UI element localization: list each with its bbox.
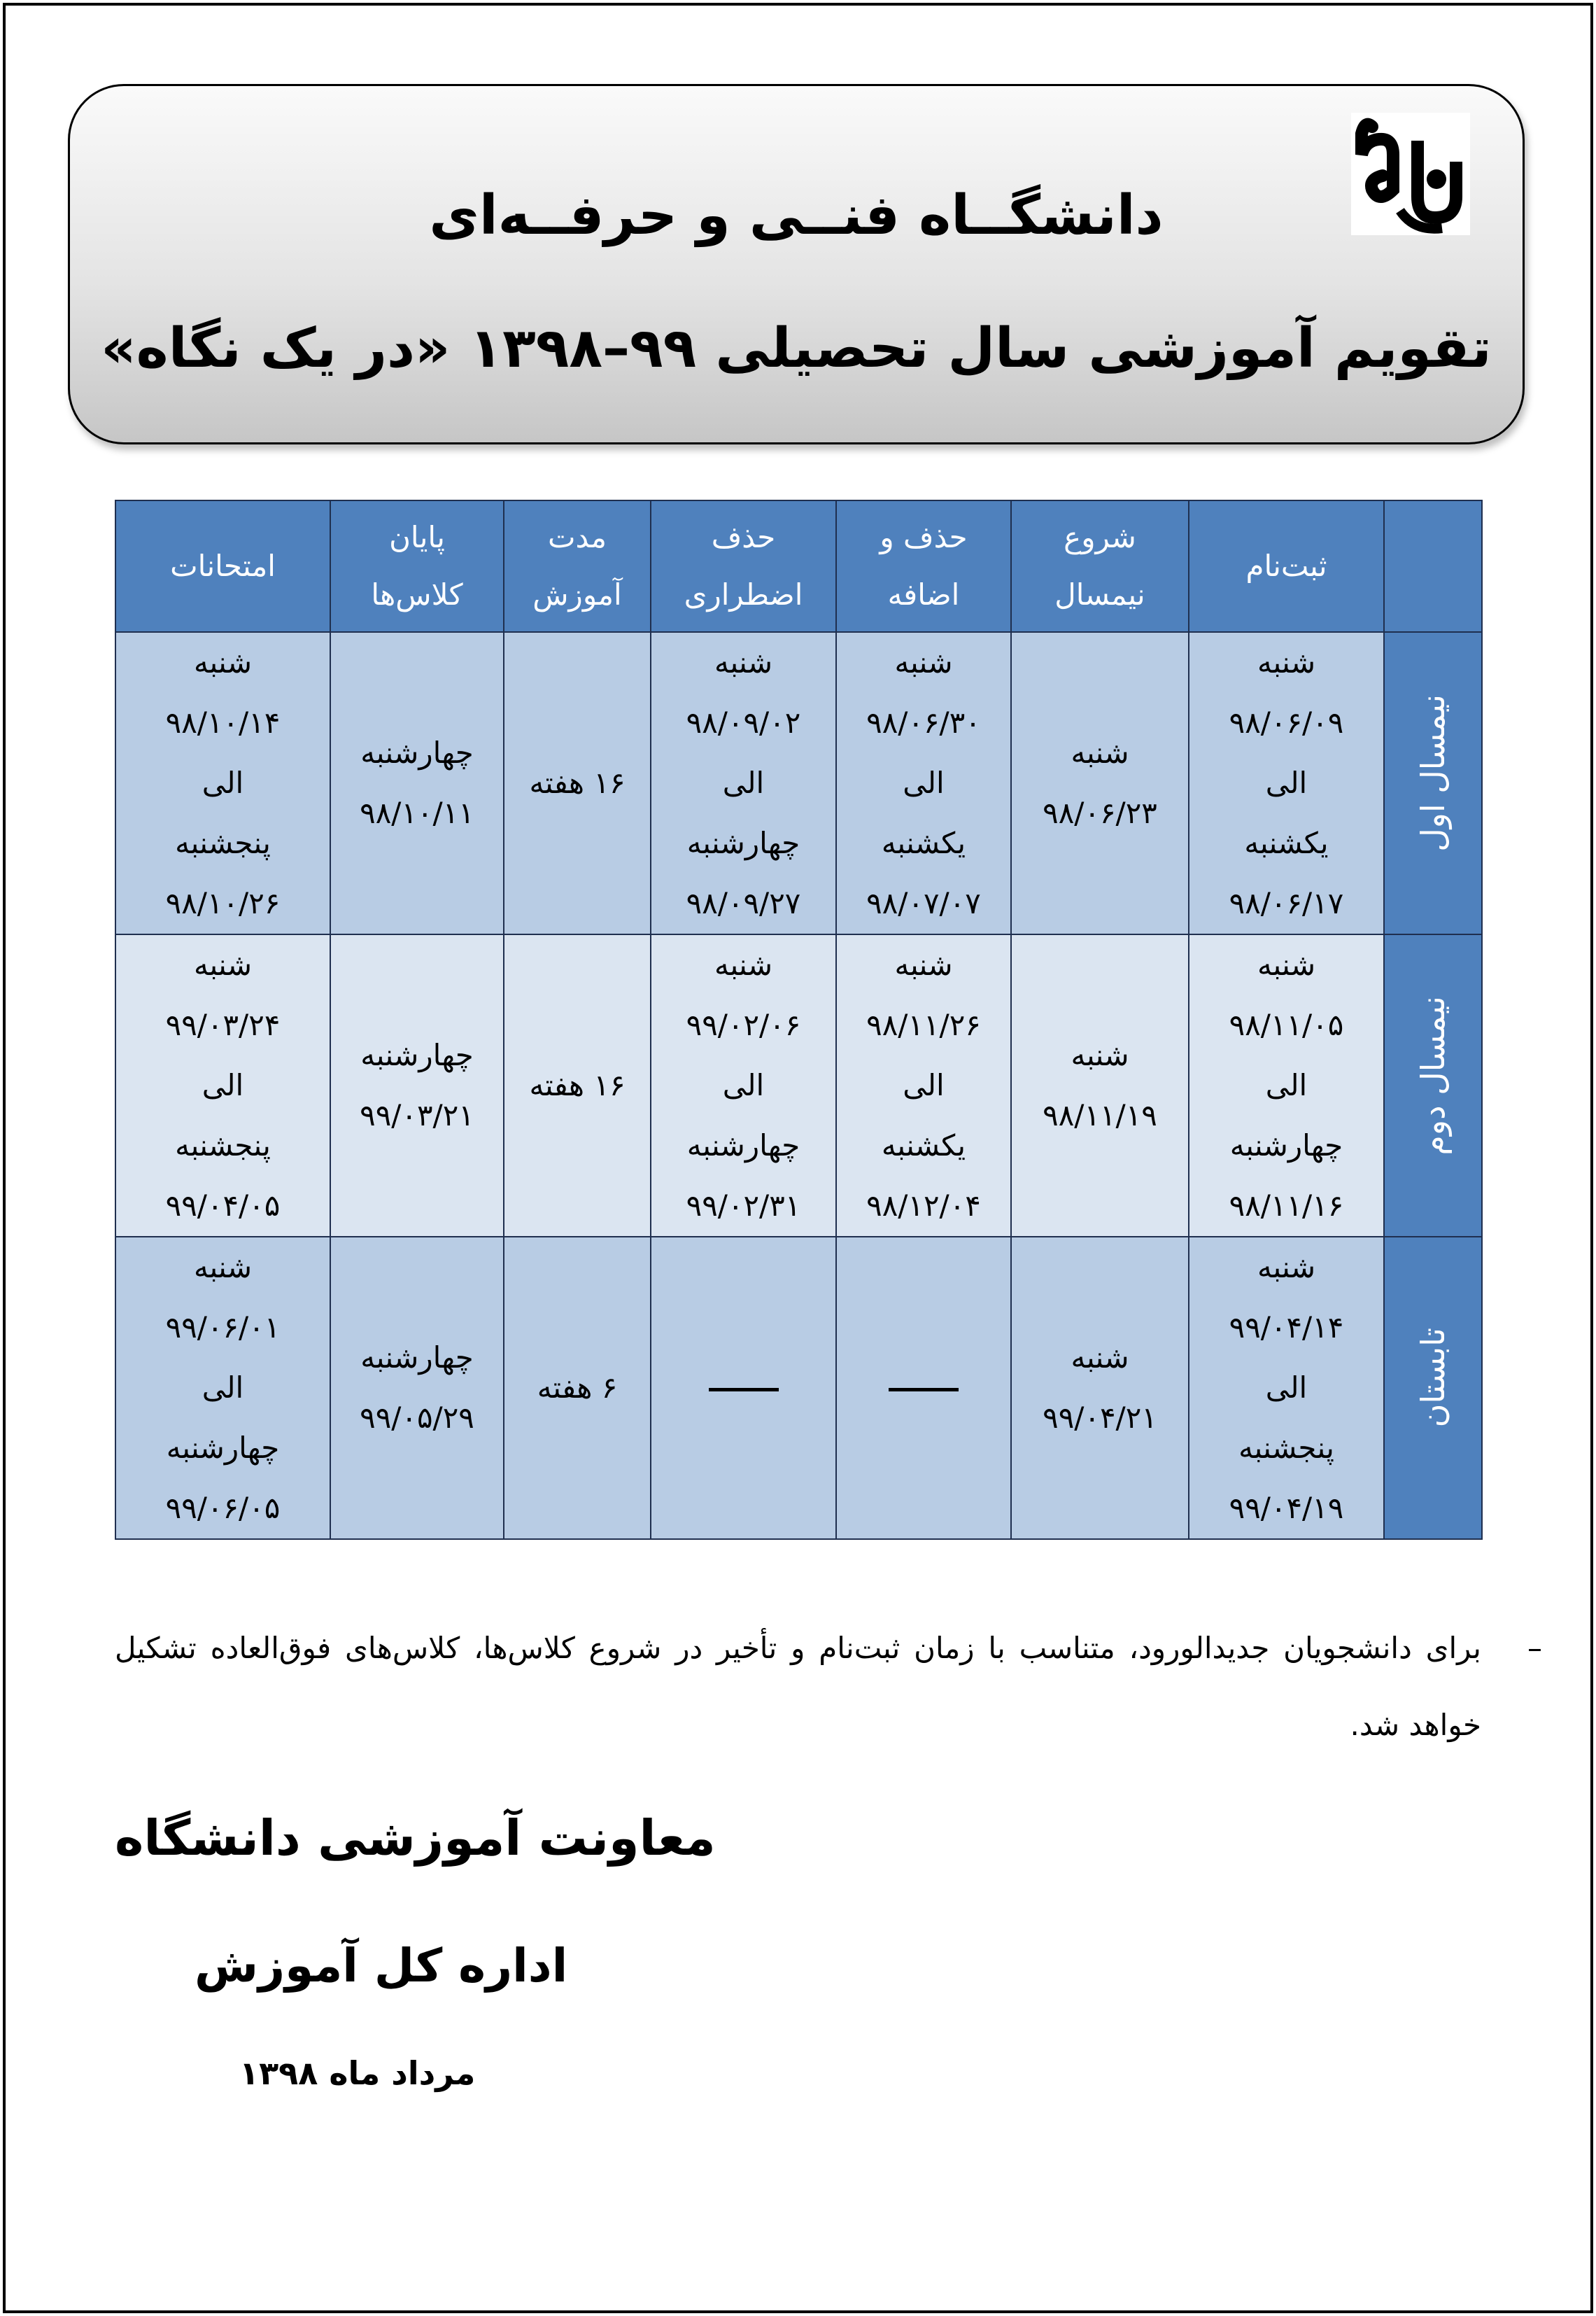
cell-line: چهارشنبه: [360, 1340, 474, 1375]
cell-line: ۶ هفته: [537, 1370, 618, 1405]
cell-line: ۹۹/۰۳/۲۴: [165, 1008, 281, 1042]
column-header-line: حذف: [711, 520, 776, 554]
cell-line: الی: [722, 1068, 765, 1102]
cell-line: ۹۹/۰۴/۰۵: [165, 1188, 281, 1223]
column-header: [1011, 500, 1189, 632]
table-cell: [1189, 1237, 1384, 1539]
note-bullet: –: [1527, 1631, 1542, 1665]
cell-content: [651, 935, 835, 1236]
cell-content: [504, 1055, 650, 1116]
cell-line: ۹۹/۰۴/۱۹: [1229, 1491, 1344, 1525]
cell-line: یکشنبه: [881, 826, 966, 860]
empty-dash: [837, 1358, 1010, 1418]
cell-line: الی: [1265, 1370, 1308, 1405]
cell-line: ۹۸/۰۶/۲۳: [1043, 796, 1157, 830]
table-row: [115, 1237, 1482, 1539]
cell-line: ۹۸/۱۱/۰۵: [1229, 1008, 1344, 1042]
cell-line: چهارشنبه: [686, 1128, 800, 1163]
cell-line: ۹۸/۱۱/۲۶: [866, 1008, 981, 1042]
cell-line: شنبه: [1257, 1250, 1316, 1284]
cell-line: ۹۸/۱۱/۱۹: [1043, 1098, 1157, 1132]
cell-line: ۹۹/۰۶/۰۵: [165, 1491, 281, 1525]
cell-line: شنبه: [1071, 736, 1129, 770]
table-cell: [504, 1237, 651, 1539]
column-header-line: نیمسال: [1054, 577, 1145, 612]
cell-line: شنبه: [1257, 645, 1316, 680]
cell-line: شنبه: [894, 645, 953, 680]
cell-line: ۹۸/۱۰/۲۶: [165, 886, 281, 920]
table-cell: [651, 632, 836, 934]
cell-content: [1189, 633, 1383, 934]
row-label: نیمسال دوم: [1414, 995, 1452, 1156]
table-cell: [836, 1237, 1011, 1539]
cell-content: [116, 1237, 330, 1538]
column-header: [330, 500, 504, 632]
cell-line: ۹۸/۱۱/۱۶: [1229, 1188, 1344, 1223]
dash-mark: [889, 1388, 959, 1391]
column-header-line: اضافه: [887, 577, 960, 612]
table-cell: [504, 934, 651, 1237]
row-label: نیمسال اول: [1414, 694, 1452, 852]
cell-line: یکشنبه: [1244, 826, 1329, 860]
signature-department: اداره کل آموزش: [195, 1939, 568, 1993]
cell-content: [837, 935, 1010, 1236]
table-cell: [330, 934, 504, 1237]
academic-calendar-table: [115, 500, 1483, 1540]
cell-line: چهارشنبه: [360, 736, 474, 770]
cell-content: [1012, 1328, 1188, 1448]
cell-line: شنبه: [193, 645, 253, 680]
table-cell: [1011, 632, 1189, 934]
cell-line: الی: [903, 766, 945, 800]
cell-line: ۹۸/۰۶/۳۰: [866, 706, 981, 740]
cell-line: چهارشنبه: [1229, 1128, 1343, 1163]
cell-line: ۹۸/۱۲/۰۴: [866, 1188, 981, 1223]
table-cell: [1011, 934, 1189, 1237]
cell-line: شنبه: [1071, 1340, 1129, 1375]
cell-content: [1189, 1237, 1383, 1538]
cell-line: ۹۸/۰۹/۰۲: [686, 706, 801, 740]
row-label-cell: [1384, 934, 1482, 1237]
calendar-title: تقویم آموزشی سال تحصیلی ۹۹–۱۳۹۸ «در یک نگاه»: [101, 317, 1492, 380]
table-cell: [115, 1237, 330, 1539]
column-header-line: شروع: [1064, 520, 1136, 554]
cell-line: پنجشنبه: [175, 826, 271, 860]
column-header: [504, 500, 651, 632]
cell-line: پنجشنبه: [175, 1128, 271, 1163]
cell-line: الی: [202, 1068, 244, 1102]
cell-line: ۹۹/۰۴/۲۱: [1043, 1401, 1157, 1435]
signature-office: معاونت آموزشی دانشگاه: [115, 1809, 716, 1867]
table-cell: [330, 632, 504, 934]
cell-line: ۱۶ هفته: [529, 766, 626, 800]
cell-line: یکشنبه: [881, 1128, 966, 1163]
cell-line: شنبه: [1071, 1038, 1129, 1072]
cell-line: ۹۹/۰۴/۱۴: [1229, 1310, 1344, 1345]
cell-line: الی: [1265, 766, 1308, 800]
cell-content: [837, 633, 1010, 934]
cell-line: شنبه: [1257, 948, 1316, 982]
cell-content: [331, 723, 503, 843]
table-cell: [836, 934, 1011, 1237]
cell-line: شنبه: [193, 948, 253, 982]
column-header-line: آموزش: [532, 577, 622, 612]
table-cell: [651, 934, 836, 1237]
column-header: [651, 500, 836, 632]
note-paragraph: [115, 1610, 1542, 1764]
cell-line: شنبه: [894, 948, 953, 982]
dash-mark: [709, 1388, 779, 1391]
table-cell: [1011, 1237, 1189, 1539]
cell-content: [116, 935, 330, 1236]
cell-line: ۹۹/۰۵/۲۹: [360, 1401, 474, 1435]
cell-line: ۱۶ هفته: [529, 1068, 626, 1102]
cell-line: الی: [722, 766, 765, 800]
table-cell: [115, 934, 330, 1237]
column-header-line: اضطراری: [684, 577, 803, 612]
column-header: [115, 500, 330, 632]
cell-content: [331, 1328, 503, 1448]
column-header-line: امتحانات: [170, 549, 276, 583]
signature-date: مرداد ماه ۱۳۹۸: [239, 2054, 476, 2092]
cell-content: [651, 1358, 835, 1418]
cell-line: ۹۸/۰۶/۰۹: [1229, 706, 1344, 740]
table-cell: [330, 1237, 504, 1539]
row-label-cell: [1384, 632, 1482, 934]
cell-line: ۹۸/۰۷/۰۷: [866, 886, 981, 920]
cell-content: [116, 633, 330, 934]
table-row: [115, 632, 1482, 934]
cell-line: ۹۸/۰۶/۱۷: [1229, 886, 1344, 920]
cell-line: پنجشنبه: [1238, 1431, 1334, 1465]
cell-content: [1012, 1025, 1188, 1146]
cell-line: ۹۹/۰۳/۲۱: [360, 1098, 474, 1132]
cell-line: ۹۹/۰۶/۰۱: [165, 1310, 281, 1345]
cell-content: [504, 1358, 650, 1418]
note-text: برای دانشجویان جدیدالورود، متناسب با زمان ثبت‌نام و تأخیر در شروع کلاس‌ها، کلاس‌های فوق‌العاده تشکیل خواهد شد.: [115, 1631, 1481, 1742]
cell-line: شنبه: [714, 645, 773, 680]
cell-line: شنبه: [193, 1250, 253, 1284]
table-cell: [651, 1237, 836, 1539]
row-label: تابستان: [1414, 1328, 1452, 1428]
cell-line: الی: [1265, 1068, 1308, 1102]
table-cell: [504, 632, 651, 934]
cell-content: [331, 1025, 503, 1146]
column-header: [836, 500, 1011, 632]
cell-content: [651, 633, 835, 934]
empty-dash: [651, 1358, 835, 1418]
column-header-line: ثبت‌نام: [1245, 549, 1327, 583]
cell-line: ۹۸/۰۹/۲۷: [686, 886, 801, 920]
cell-line: ۹۸/۱۰/۱۱: [360, 796, 474, 830]
table-cell: [836, 632, 1011, 934]
table-cell: [1189, 632, 1384, 934]
university-name: دانشگــاه فنــی و حرفــه‌ای: [429, 184, 1164, 247]
cell-content: [837, 1358, 1010, 1418]
table-cell: [1189, 934, 1384, 1237]
cell-line: چهارشنبه: [166, 1431, 280, 1465]
column-header-line: پایان: [389, 520, 445, 554]
corner-cell: [1384, 500, 1482, 632]
table-header-row: [115, 500, 1482, 632]
cell-line: ۹۸/۱۰/۱۴: [165, 706, 281, 740]
cell-line: ۹۹/۰۲/۰۶: [686, 1008, 801, 1042]
row-label-cell: [1384, 1237, 1482, 1539]
column-header-line: حذف و: [880, 520, 968, 554]
cell-line: چهارشنبه: [360, 1038, 474, 1072]
table-cell: [115, 632, 330, 934]
table-row: [115, 934, 1482, 1237]
column-header: [1189, 500, 1384, 632]
cell-line: الی: [202, 1370, 244, 1405]
cell-line: چهارشنبه: [686, 826, 800, 860]
cell-line: شنبه: [714, 948, 773, 982]
column-header-line: مدت: [547, 520, 607, 554]
column-header-line: کلاس‌ها: [371, 577, 463, 612]
cell-content: [1189, 935, 1383, 1236]
cell-line: الی: [903, 1068, 945, 1102]
cell-content: [504, 753, 650, 813]
cell-line: الی: [202, 766, 244, 800]
header-box: [68, 84, 1525, 444]
cell-content: [1012, 723, 1188, 843]
cell-line: ۹۹/۰۲/۳۱: [686, 1188, 801, 1223]
